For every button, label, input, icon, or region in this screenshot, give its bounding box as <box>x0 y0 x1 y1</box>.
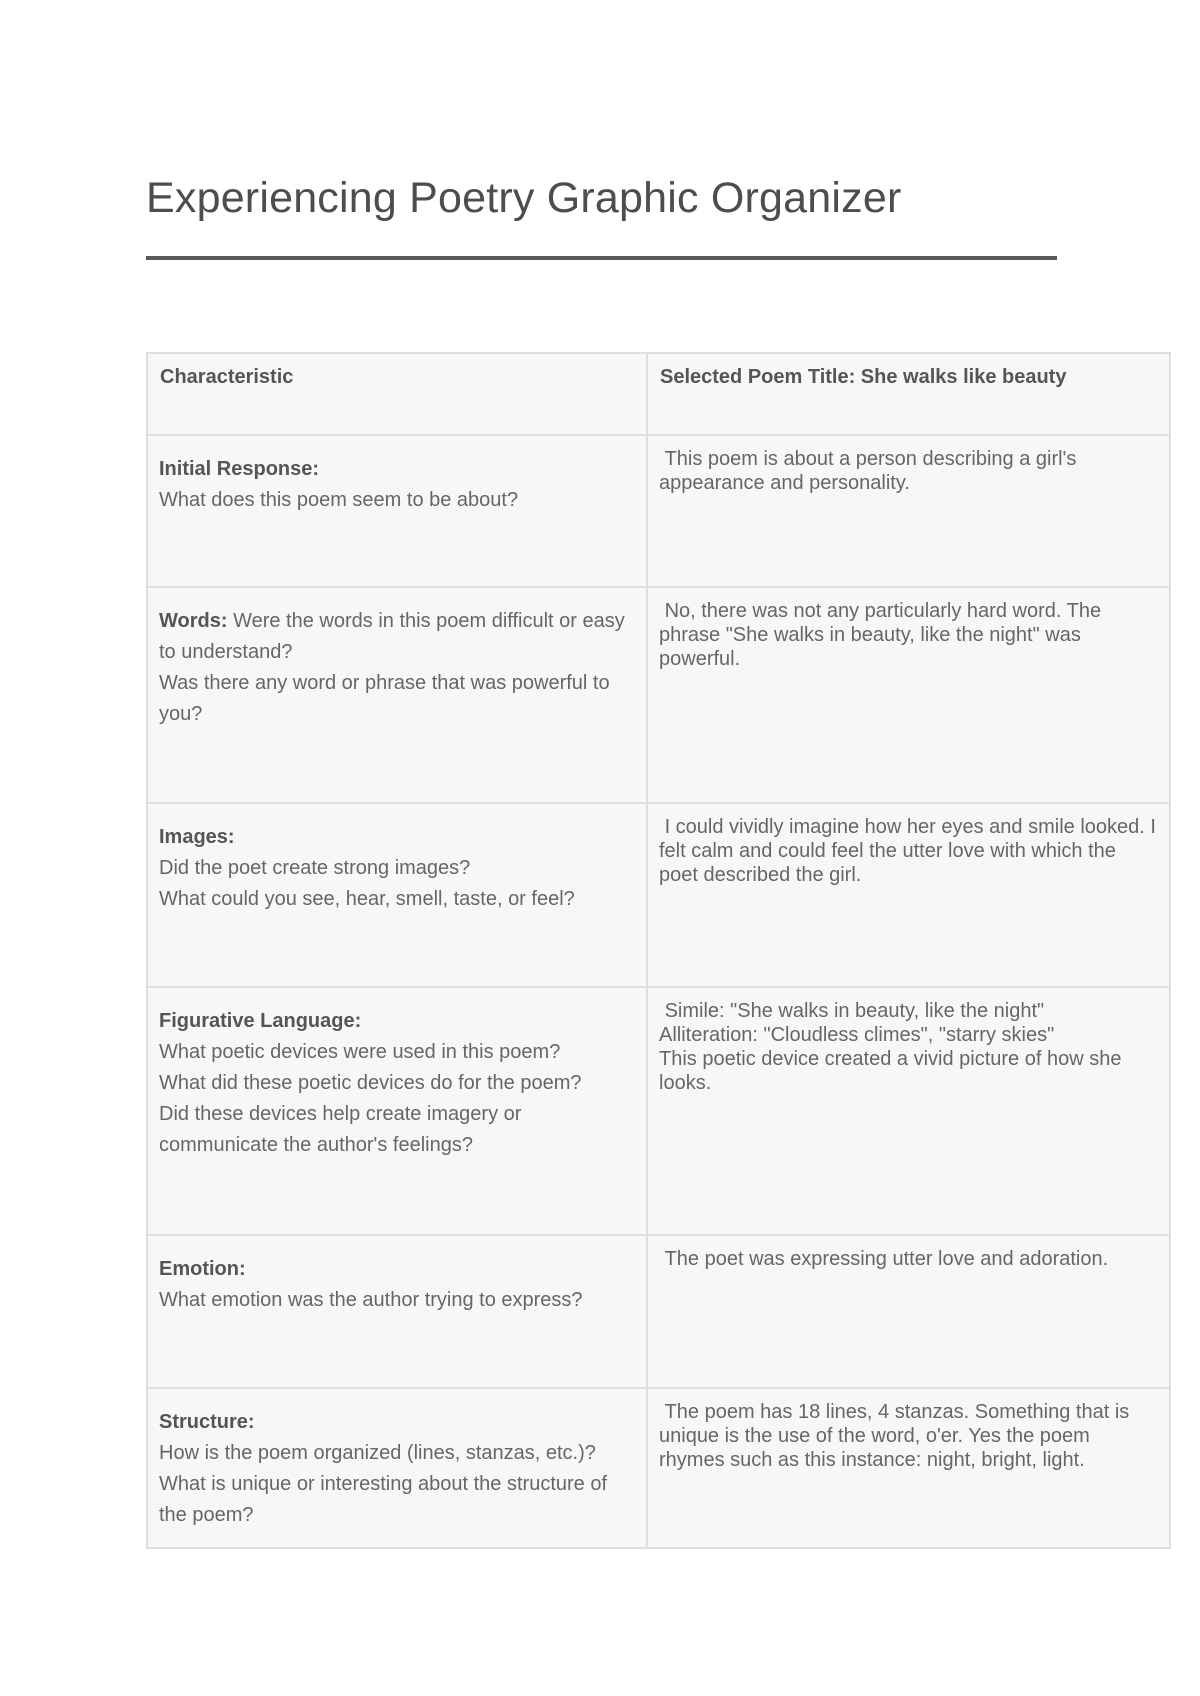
characteristic-question: What does this poem seem to be about? <box>159 489 519 511</box>
response-cell <box>647 1235 1170 1388</box>
table-row <box>147 803 1170 987</box>
response-text: Simile: "She walks in beauty, like the night" <box>659 1000 1045 1022</box>
response-cell <box>647 803 1170 987</box>
response-cell <box>647 987 1170 1235</box>
response-text: The poet was expressing utter love and adoration. <box>659 1248 1109 1270</box>
response-text: This poetic device created a vivid picture of how she looks. <box>659 1048 1128 1094</box>
characteristic-cell <box>147 435 647 587</box>
table-row <box>147 1235 1170 1388</box>
characteristic-question: What emotion was the author trying to express? <box>159 1289 583 1311</box>
characteristic-question: Did these devices help create imagery or communicate the author's feelings? <box>159 1103 522 1156</box>
characteristic-question: What is unique or interesting about the structure of the poem? <box>159 1473 608 1526</box>
table-row <box>147 1388 1170 1548</box>
characteristic-question: What did these poetic devices do for the poem? <box>159 1072 582 1094</box>
characteristic-question: What poetic devices were used in this poem? <box>159 1041 561 1063</box>
characteristic-label: Words: <box>159 610 228 632</box>
characteristic-cell <box>147 1388 647 1548</box>
characteristic-label: Initial Response: <box>159 458 320 480</box>
header-characteristic: Characteristic <box>147 353 647 435</box>
characteristic-label: Structure: <box>159 1411 255 1433</box>
response-text: Alliteration: "Cloudless climes", "starry skies" <box>659 1024 1055 1046</box>
header-poem-title: Selected Poem Title: She walks like beauty <box>647 353 1170 435</box>
graphic-organizer-table <box>146 352 1171 1549</box>
title-divider <box>146 256 1057 260</box>
characteristic-question: What could you see, hear, smell, taste, or feel? <box>159 888 575 910</box>
characteristic-question: How is the poem organized (lines, stanzas, etc.)? <box>159 1442 596 1464</box>
response-cell <box>647 1388 1170 1548</box>
characteristic-label: Figurative Language: <box>159 1010 362 1032</box>
characteristic-label: Emotion: <box>159 1258 246 1280</box>
characteristic-label: Images: <box>159 826 235 848</box>
table-row <box>147 987 1170 1235</box>
characteristic-question: Was there any word or phrase that was powerful to you? <box>159 672 610 725</box>
characteristic-question: Did the poet create strong images? <box>159 857 471 879</box>
response-cell <box>647 435 1170 587</box>
response-cell <box>647 587 1170 803</box>
response-text: I could vividly imagine how her eyes and smile looked. I felt calm and could feel the utter love with which the poet described the girl. <box>659 816 1162 886</box>
table-row <box>147 587 1170 803</box>
characteristic-cell <box>147 587 647 803</box>
characteristic-cell <box>147 803 647 987</box>
response-text: This poem is about a person describing a girl's appearance and personality. <box>659 448 1082 494</box>
table-header-row <box>147 353 1170 435</box>
characteristic-question: Were the words in this poem difficult or easy to understand? <box>159 610 631 663</box>
characteristic-cell <box>147 987 647 1235</box>
table-row <box>147 435 1170 587</box>
characteristic-cell <box>147 1235 647 1388</box>
page-title: Experiencing Poetry Graphic Organizer <box>146 174 902 222</box>
response-text: No, there was not any particularly hard word. The phrase "She walks in beauty, like the night" was powerful. <box>659 600 1107 670</box>
response-text: The poem has 18 lines, 4 stanzas. Something that is unique is the use of the word, o'er. Yes the poem rhymes such as this instance: night, bright, light. <box>659 1401 1135 1471</box>
